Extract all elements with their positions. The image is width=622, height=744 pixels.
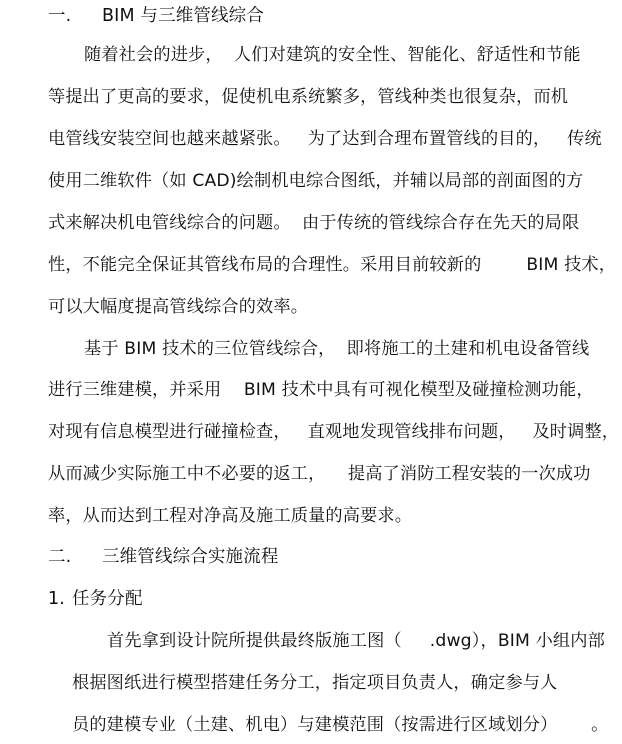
section-2-number: 二. xyxy=(48,547,72,567)
para-1-line-1: 随着社会的进步， 人们对建筑的安全性、智能化、舒适性和节能 xyxy=(84,45,581,65)
para-2-line-4: 从而减少实际施工中不必要的返工， 提高了消防工程安装的一次成功 xyxy=(48,464,591,484)
section-2-title: 三维管线综合实施流程 xyxy=(102,547,279,567)
para-1-line-6: 性，不能完全保证其管线布局的合理性。采用目前较新的 BIM 技术， xyxy=(48,255,617,275)
para-3-line-1: 首先拿到设计院所提供最终版施工图（ .dwg），BIM 小组内部 xyxy=(107,631,605,651)
para-2-line-3: 对现有信息模型进行碰撞检查， 直观地发现管线排布问题， 及时调整， xyxy=(48,422,620,442)
section-1-title: BIM 与三维管线综合 xyxy=(102,6,264,26)
para-1-line-3: 电管线安装空间也越来越紧张。 为了达到合理布置管线的目的， 传统 xyxy=(48,129,602,149)
para-2-line-1: 基于 BIM 技术的三位管线综合， 即将施工的土建和机电设备管线 xyxy=(84,339,590,359)
para-1-line-4: 使用二维软件（如 CAD)绘制机电综合图纸，并辅以局部的剖面图的方 xyxy=(48,171,584,191)
para-1-line-2: 等提出了更高的要求，促使机电系统繁多，管线种类也很复杂，而机 xyxy=(48,87,569,107)
para-1-line-7: 可以大幅度提高管线综合的效率。 xyxy=(48,297,309,317)
subsection-1-title: 任务分配 xyxy=(72,589,143,609)
para-3-line-2: 根据图纸进行模型搭建任务分工，指定项目负责人，确定参与人 xyxy=(72,673,558,693)
para-1-line-5: 式来解决机电管线综合的问题。 由于传统的管线综合存在先天的局限 xyxy=(48,213,580,233)
para-3-line-3: 员的建模专业（土建、机电）与建模范围（按需进行区域划分） 。 xyxy=(72,715,609,735)
para-2-line-5: 率，从而达到工程对净高及施工质量的高要求。 xyxy=(48,506,413,526)
para-2-line-2: 进行三维建模，并采用 BIM 技术中具有可视化模型及碰撞检测功能， xyxy=(48,380,594,400)
subsection-1-number: 1. xyxy=(48,589,65,609)
section-1-number: 一. xyxy=(48,6,72,26)
